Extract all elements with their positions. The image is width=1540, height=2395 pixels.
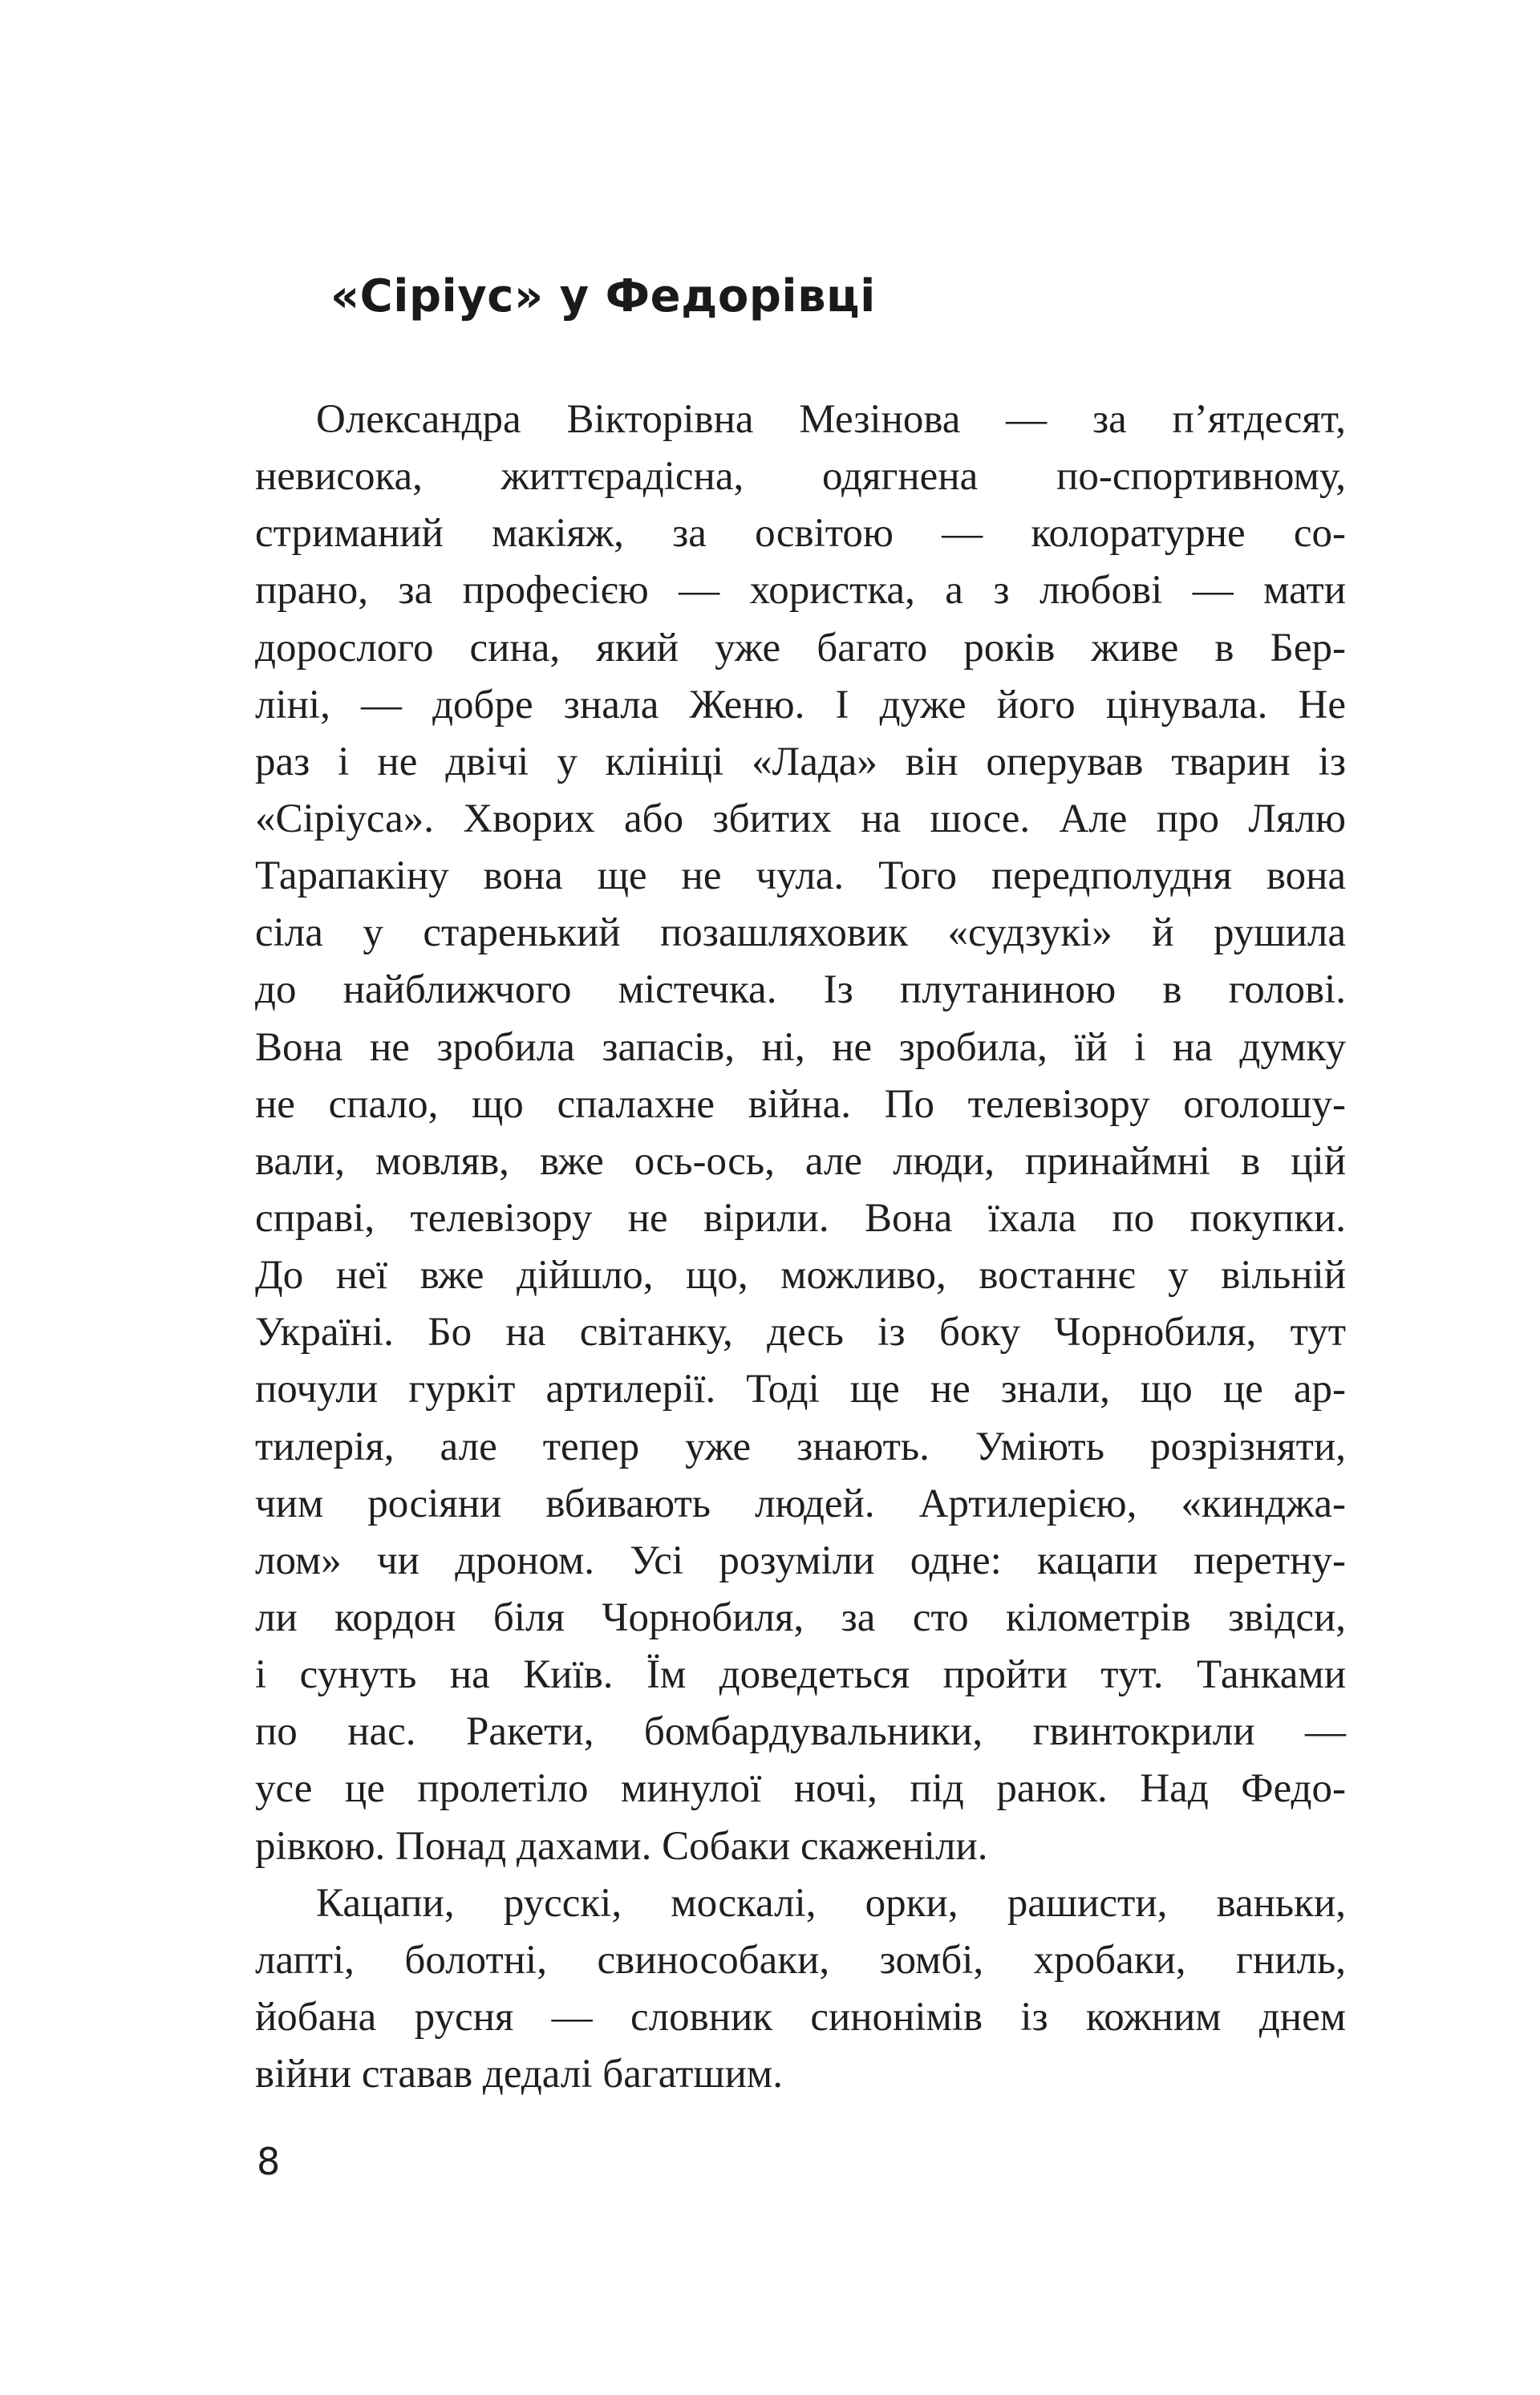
text-line: по нас. Ракети, бомбардувальники, гвинтокрили — xyxy=(255,1709,1346,1755)
page-number: 8 xyxy=(257,2140,281,2183)
text-line: Олександра Вікторівна Мезінова — за п’ятдесят, xyxy=(316,397,1346,442)
text-line: рівкою. Понад дахами. Собаки скаженіли. xyxy=(255,1823,988,1869)
text-line: ліні, — добре знала Женю. І дуже його цінувала. Не xyxy=(255,682,1346,727)
text-line: до найближчого містечка. Із плутаниною в голові. xyxy=(255,967,1346,1013)
text-line: війни ставав дедалі багатшим. xyxy=(255,2052,783,2097)
body-text xyxy=(255,391,1346,2103)
text-line: Україні. Бо на світанку, десь із боку Чорнобиля, тут xyxy=(255,1310,1346,1356)
text-line: ли кордон біля Чорнобиля, за сто кілометрів звідси, xyxy=(255,1595,1346,1640)
text-line: чим росіяни вбивають людей. Артилерією, «кинджа- xyxy=(255,1481,1346,1526)
text-line: почули гуркіт артилерії. Тоді ще не знали, що це ар- xyxy=(255,1367,1346,1412)
text-line: «Сіріуса». Хворих або збитих на шосе. Але про Лялю xyxy=(255,796,1346,841)
text-line: сіла у старенький позашляховик «судзукі» й рушила xyxy=(255,910,1346,956)
text-line: не спало, що спалахне війна. По телевізору оголошу- xyxy=(255,1081,1346,1127)
chapter-title: «Сіріус» у Федорівці xyxy=(330,270,876,322)
text-line: вали, мовляв, вже ось-ось, але люди, принаймні в цій xyxy=(255,1138,1346,1184)
text-line: Вона не зробила запасів, ні, не зробила, їй і на думку xyxy=(255,1024,1346,1070)
text-line: усе це пролетіло минулої ночі, під ранок. Над Федо- xyxy=(255,1766,1346,1812)
text-line: стриманий макіяж, за освітою — колоратурне со- xyxy=(255,511,1346,557)
text-line: дорослого сина, який уже багато років живе в Бер- xyxy=(255,625,1346,671)
text-line: До неї вже дійшло, що, можливо, востаннє у вільній xyxy=(255,1253,1346,1299)
text-line: раз і не двічі у клініці «Лада» він оперував тварин із xyxy=(255,739,1346,784)
text-line: йобана русня — словник синонімів із кожним днем xyxy=(255,1994,1346,2040)
text-line: прано, за професією — хористка, а з любові — мати xyxy=(255,568,1346,614)
text-line: справі, телевізору не вірили. Вона їхала по покупки. xyxy=(255,1195,1346,1241)
text-line: тилерія, але тепер уже знають. Уміють розрізняти, xyxy=(255,1424,1346,1469)
paragraph-1 xyxy=(255,391,1346,1875)
text-line: невисока, життєрадісна, одягнена по-спортивному, xyxy=(255,454,1346,500)
text-line: Тарапакіну вона ще не чула. Того передполудня вона xyxy=(255,853,1346,899)
text-line: і сунуть на Київ. Їм доведеться пройти тут. Танками xyxy=(255,1652,1346,1698)
text-line: лапті, болотні, свинособаки, зомбі, хробаки, гниль, xyxy=(255,1937,1346,1983)
text-line: лом» чи дроном. Усі розуміли одне: кацапи перетну- xyxy=(255,1538,1346,1583)
paragraph-2 xyxy=(255,1875,1346,2104)
text-line: Кацапи, русскі, москалі, орки, рашисти, ваньки, xyxy=(316,1880,1346,1926)
